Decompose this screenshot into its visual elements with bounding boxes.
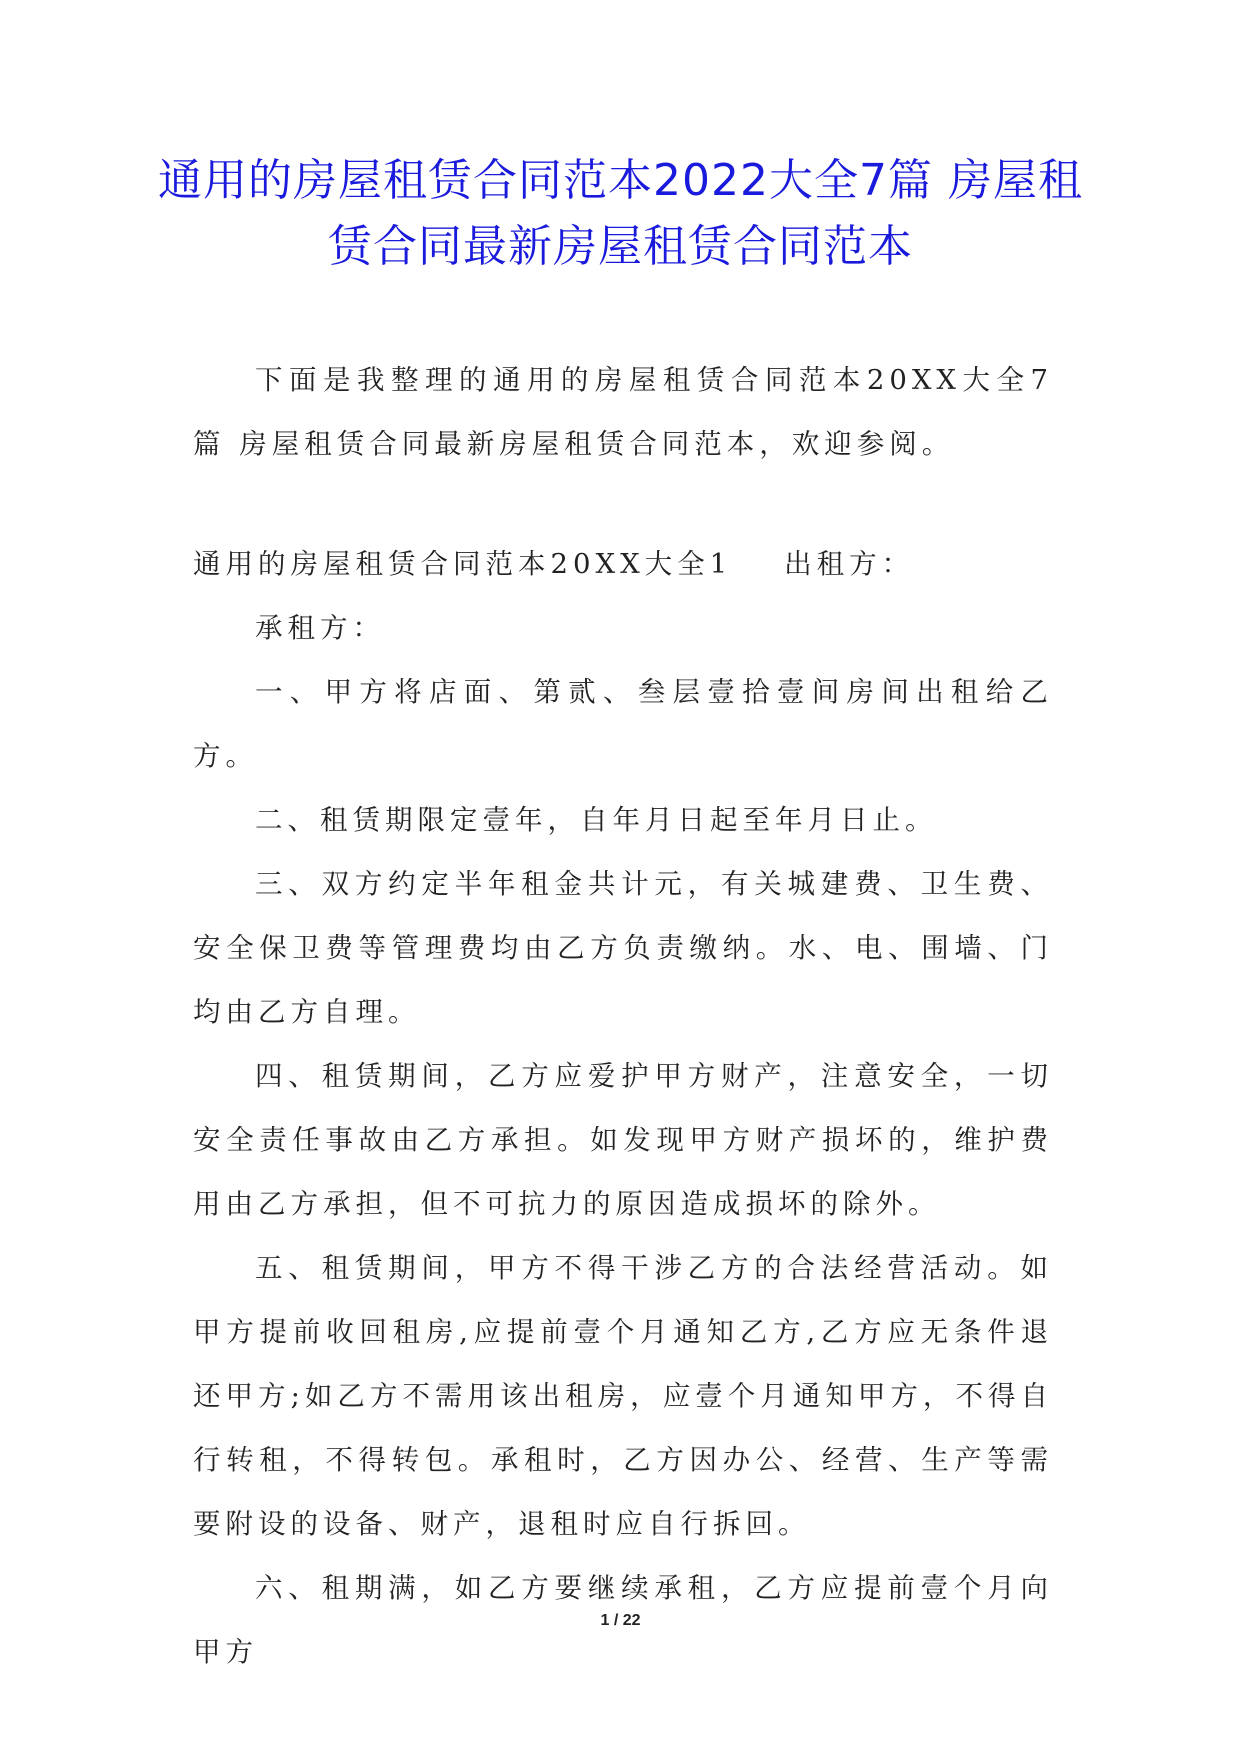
clause-1: 一、甲方将店面、第贰、叁层壹拾壹间房间出租给乙方。 (193, 676, 1053, 772)
clause-5: 五、租赁期间，甲方不得干涉乙方的合法经营活动。如甲方提前收回租房,应提前壹个月通知乙方,乙方应无条件退还甲方;如乙方不需用该出租房，应壹个月通知甲方，不得自行转租，不得转包。承租时，乙方因办公、经营、生产等需要附设的设备、财产，退租时应自行拆回。 (193, 1252, 1053, 1540)
clause-4: 四、租赁期间，乙方应爱护甲方财产，注意安全，一切安全责任事故由乙方承担。如发现甲方财产损坏的，维护费用由乙方承担，但不可抗力的原因造成损坏的除外。 (193, 1060, 1053, 1220)
document-title: 通用的房屋租赁合同范本2022大全7篇 房屋租赁合同最新房屋租赁合同范本 (158, 155, 1083, 272)
intro-paragraph: 下面是我整理的通用的房屋租赁合同范本20XX大全7篇 房屋租赁合同最新房屋租赁合同范本，欢迎参阅。 (193, 364, 1053, 460)
clause-3: 三、双方约定半年租金共计元，有关城建费、卫生费、安全保卫费等管理费均由乙方负责缴纳。水、电、围墙、门均由乙方自理。 (193, 868, 1053, 1028)
section-heading: 通用的房屋租赁合同范本20XX大全1 (193, 548, 733, 580)
document-body (193, 348, 1053, 1684)
clause-2: 二、租赁期限定壹年，自年月日起至年月日止。 (255, 804, 938, 836)
lessor-label: 出租方： (784, 548, 915, 580)
lessee-label: 承租方： (255, 612, 385, 644)
paragraph-gap (193, 476, 1053, 532)
page-number: 1 / 22 (600, 1612, 641, 1629)
section-heading-line (193, 532, 1053, 596)
clause-6: 六、租期满，如乙方要继续承租，乙方应提前壹个月向甲方 (193, 1572, 1053, 1668)
